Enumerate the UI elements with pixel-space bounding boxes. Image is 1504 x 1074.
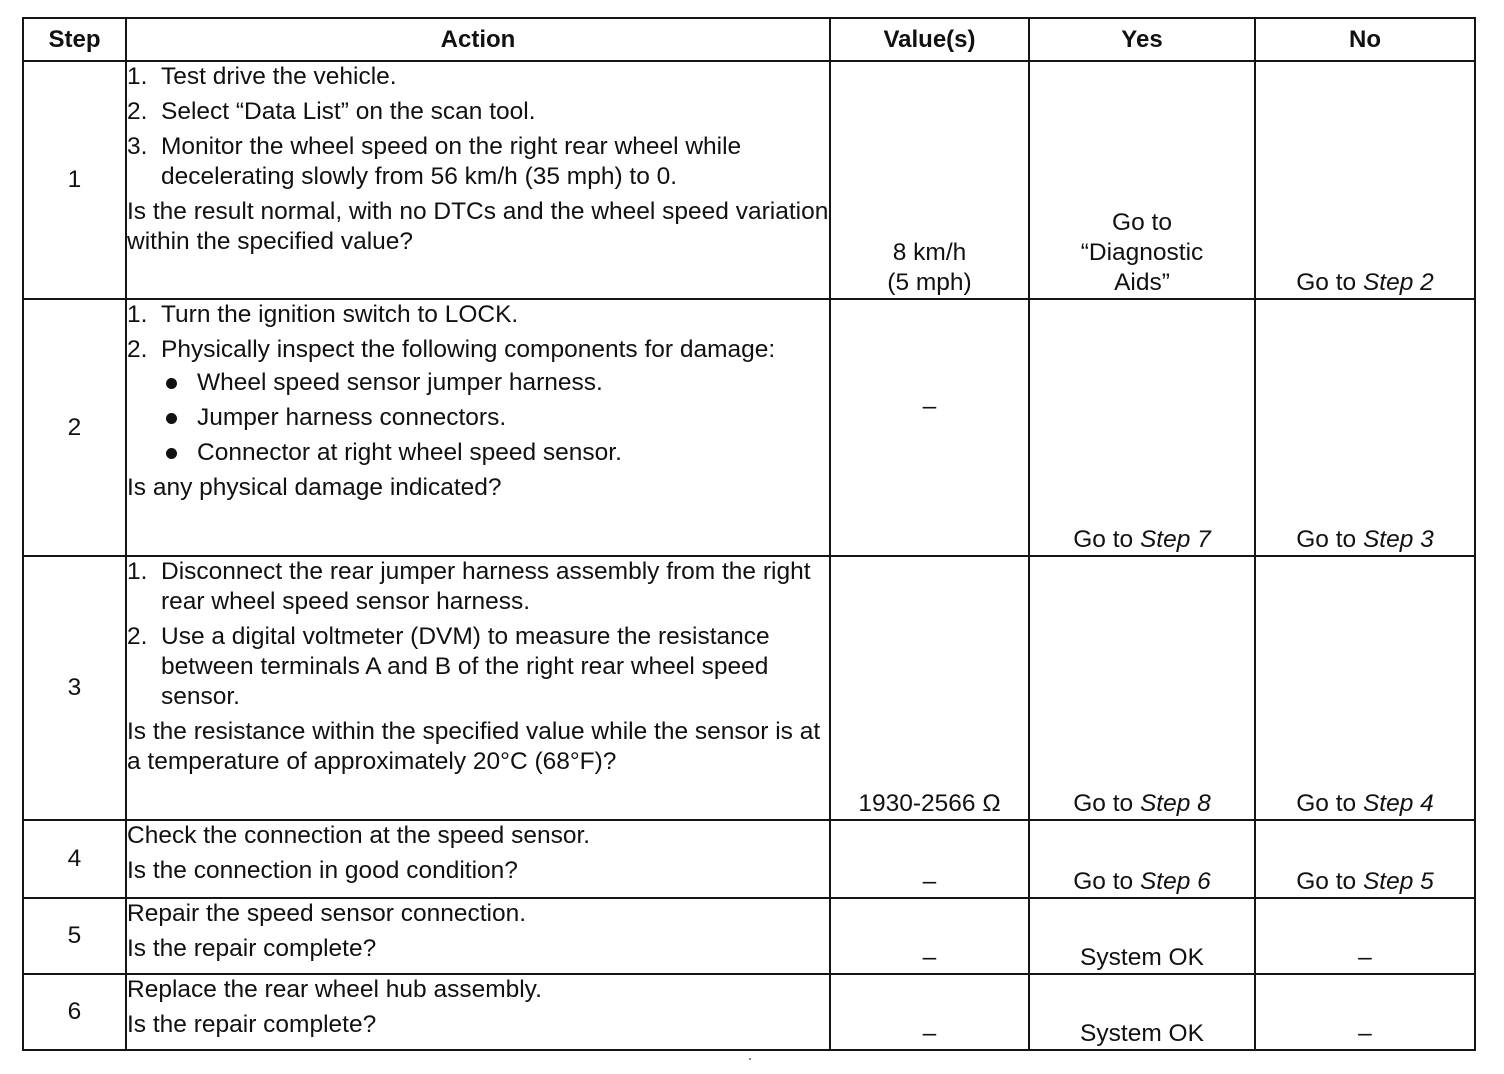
- action-cell: [126, 974, 830, 1050]
- value-cell: [830, 299, 1029, 556]
- value-cell: [830, 61, 1029, 299]
- action-steps: [127, 300, 829, 468]
- header-action: Action: [126, 18, 830, 61]
- step-number: 3: [23, 556, 126, 820]
- step-text: Physically inspect the following components for damage:: [161, 336, 776, 363]
- component-item: Connector at right wheel speed sensor.: [161, 438, 829, 468]
- question-text: Is the result normal, with no DTCs and the wheel speed variation within the specified value?: [127, 198, 829, 255]
- action-steps: [127, 557, 829, 712]
- diagnostic-page: [22, 17, 1474, 1051]
- step-text: Select “Data List” on the scan tool.: [161, 98, 536, 125]
- yes-prefix: Go to: [1073, 868, 1134, 895]
- yes-prefix: Go to: [1073, 790, 1134, 817]
- question-text: Is any physical damage indicated?: [127, 474, 502, 501]
- yes-cell: [1029, 820, 1255, 898]
- action-step: [127, 97, 829, 127]
- action-text: Replace the rear wheel hub assembly.: [127, 976, 542, 1003]
- action-step: [127, 557, 829, 617]
- step-number: 6: [23, 974, 126, 1050]
- step-text: Monitor the wheel speed on the right rear wheel while decelerating slowly from 56 km/h (35 mph) to 0.: [161, 133, 742, 190]
- header-values: Value(s): [830, 18, 1029, 61]
- action-cell: [126, 556, 830, 820]
- value-text: –: [922, 1020, 937, 1047]
- no-cell: –: [1255, 898, 1475, 974]
- action-cell: [126, 299, 830, 556]
- no-step-ref: Step 3: [1362, 526, 1434, 553]
- step-number: 1: [23, 61, 126, 299]
- value-cell: [830, 556, 1029, 820]
- action-cell: [126, 820, 830, 898]
- action-cell: [126, 61, 830, 299]
- value-cell: [830, 898, 1029, 974]
- action-text: Check the connection at the speed sensor.: [127, 822, 591, 849]
- no-cell: [1255, 61, 1475, 299]
- yes-step-ref: Step 8: [1139, 790, 1211, 817]
- action-step: [127, 62, 829, 92]
- header-step: Step: [23, 18, 126, 61]
- no-prefix: Go to: [1296, 269, 1357, 296]
- yes-cell: [1029, 61, 1255, 299]
- yes-line: Go to: [1112, 209, 1172, 236]
- scan-speck: [749, 1058, 751, 1060]
- step-index: 2.: [127, 336, 148, 363]
- step-text: Disconnect the rear jumper harness assembly from the right rear wheel speed sensor harness.: [161, 558, 811, 615]
- value-text: –: [922, 393, 937, 420]
- header-row: [23, 18, 1475, 61]
- yes-cell: System OK: [1029, 974, 1255, 1050]
- value-line: 8 km/h: [892, 239, 967, 266]
- value-cell: [830, 974, 1029, 1050]
- no-cell: –: [1255, 974, 1475, 1050]
- value-text: –: [922, 868, 937, 895]
- action-step: [127, 622, 829, 712]
- table-row-step-4: [23, 820, 1475, 898]
- action-steps: [127, 62, 829, 192]
- yes-prefix: Go to: [1073, 526, 1134, 553]
- action-step: [127, 300, 829, 330]
- yes-line: Aids”: [1114, 269, 1170, 296]
- step-index: 1.: [127, 301, 148, 328]
- header-yes: Yes: [1029, 18, 1255, 61]
- diagnostic-table: [22, 17, 1476, 1051]
- no-prefix: Go to: [1296, 526, 1357, 553]
- action-cell: [126, 898, 830, 974]
- question-text: Is the connection in good condition?: [127, 857, 518, 884]
- component-item: Jumper harness connectors.: [161, 403, 829, 433]
- table-row-step-3: [23, 556, 1475, 820]
- value-cell: [830, 820, 1029, 898]
- yes-step-ref: Step 7: [1139, 526, 1211, 553]
- yes-cell: [1029, 556, 1255, 820]
- step-index: 2.: [127, 98, 148, 125]
- step-text: Test drive the vehicle.: [161, 63, 397, 90]
- no-step-ref: Step 5: [1362, 868, 1434, 895]
- table-row-step-6: [23, 974, 1475, 1050]
- table-row-step-5: [23, 898, 1475, 974]
- no-step-ref: Step 2: [1362, 269, 1434, 296]
- yes-step-ref: Step 6: [1139, 868, 1211, 895]
- no-cell: [1255, 299, 1475, 556]
- table-row-step-1: [23, 61, 1475, 299]
- yes-cell: [1029, 299, 1255, 556]
- step-index: 1.: [127, 63, 148, 90]
- action-step: [127, 132, 829, 192]
- value-text: –: [922, 944, 937, 971]
- yes-cell: System OK: [1029, 898, 1255, 974]
- table-row-step-2: [23, 299, 1475, 556]
- action-step: [127, 335, 829, 468]
- step-index: 2.: [127, 623, 148, 650]
- step-text: Use a digital voltmeter (DVM) to measure the resistance between terminals A and B of the right rear wheel speed sensor.: [161, 623, 770, 710]
- step-index: 1.: [127, 558, 148, 585]
- component-list: [161, 368, 829, 468]
- yes-line: “Diagnostic: [1080, 239, 1204, 266]
- step-number: 5: [23, 898, 126, 974]
- no-prefix: Go to: [1296, 790, 1357, 817]
- no-step-ref: Step 4: [1362, 790, 1434, 817]
- action-text: Repair the speed sensor connection.: [127, 900, 527, 927]
- value-text: 1930-2566 Ω: [858, 790, 1001, 817]
- question-text: Is the repair complete?: [127, 935, 377, 962]
- value-line: (5 mph): [887, 269, 972, 296]
- step-number: 4: [23, 820, 126, 898]
- no-cell: [1255, 820, 1475, 898]
- header-no: No: [1255, 18, 1475, 61]
- component-item: Wheel speed sensor jumper harness.: [161, 368, 829, 398]
- no-prefix: Go to: [1296, 868, 1357, 895]
- step-index: 3.: [127, 133, 148, 160]
- question-text: Is the resistance within the specified value while the sensor is at a temperature of approximately 20°C (68°F)?: [127, 718, 821, 775]
- step-text: Turn the ignition switch to LOCK.: [161, 301, 519, 328]
- question-text: Is the repair complete?: [127, 1011, 377, 1038]
- step-number: 2: [23, 299, 126, 556]
- no-cell: [1255, 556, 1475, 820]
